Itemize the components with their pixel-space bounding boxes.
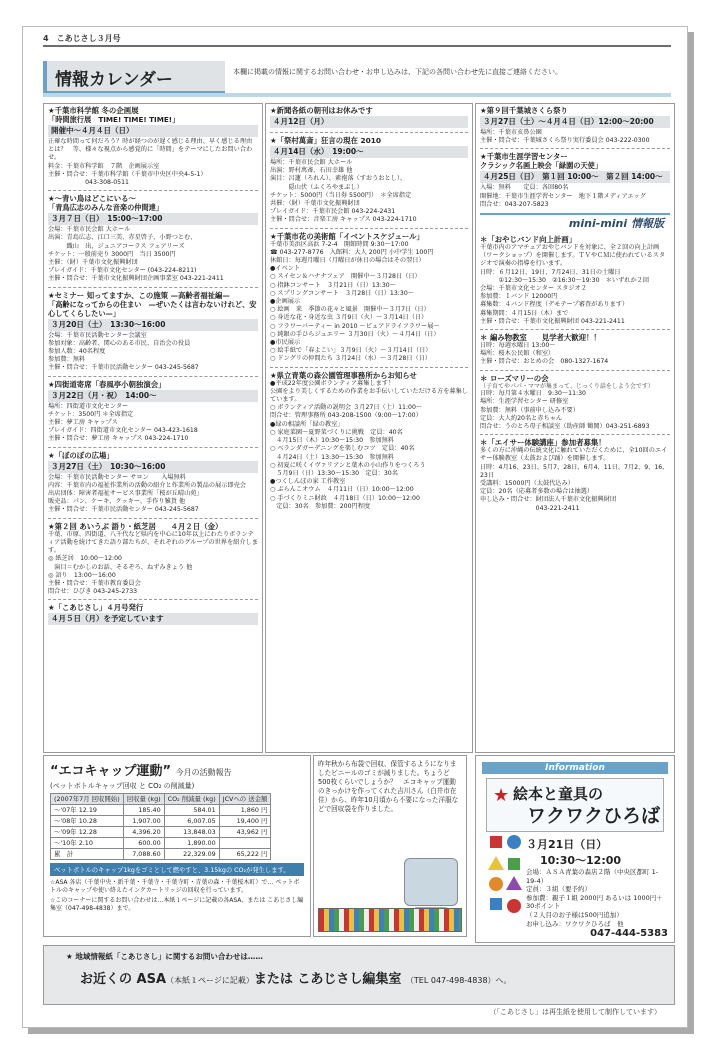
event-separator: [480, 434, 670, 435]
event-title-panel: [486, 778, 664, 832]
event-details: [526, 836, 668, 939]
star-icon: ★: [493, 785, 510, 806]
cap-story-text: 昨年秋から布袋で回収、保管するようになりましたビニールのゴミが減りました。ちょうど500枚くらいでしょうか？ エコキャップ運動のきっかけを作ってくれた吉川さん（白井市在住）から、昨年10月頃から不要になった洋服などで回収袋を作りました。: [318, 760, 459, 813]
event-title: ★～青い鳥はどこにいる～: [48, 194, 136, 204]
event-date: ３月20日（土） 13:30～16:00: [48, 319, 258, 331]
event-body: 入場：無料 定員：各回80名 開催地：千葉市生涯学習センター 地下１階メディアエッグ 問合せ：043-207-5823: [480, 184, 646, 208]
event-date: ４月５日（月）を予定しています: [48, 613, 258, 625]
eco-note-asa: ☆ASA 各店（千葉中央・新千葉・千葉寺・千葉寺町・青葉の森・千葉桜木町）で… ペットボトルのキャップや使い終えたインクカートリッジの回収を行っています。: [50, 879, 300, 894]
event-title-1: 絵本と童具の: [513, 785, 604, 803]
eco-table-cell: 7,088.60: [123, 849, 164, 860]
event-title: ★千葉市生涯学習センター: [480, 152, 568, 162]
event-body: 場所：千葉市亥鼻公園 主催・問合せ：千葉城さくら祭り実行委員会 043-222-0300: [480, 129, 650, 145]
mini-info-title: ＊「エイサー体験講座」参加者募集！: [480, 438, 606, 448]
event-title: ★第９回千葉城さくら祭り: [480, 106, 568, 115]
mini-info-body: 多くの方に沖縄の伝統文化に触れていただくために、全10回のエイサー体験教室（太鼓および踊）を開催します。 日時：4月16、23日、5月7、28日、6月4、11日、7月2、9、16、23日 受講料：15000円（太鼓代込み） 定員：20名（応募者多数の場合は抽選） 申し込み・問合せ：財団法人千葉市文化振興財団 043-221-2411: [480, 447, 669, 512]
event-body: 会場：千葉市民活動センター会議室 参加対象：高齢者、関心のある市民、自治会の役員 参加人数：40名程度 参加費：無料 主催・問合せ：千葉市民活動センター 043-245-5687: [48, 331, 199, 372]
banner-note: 本欄に掲載の情報に関するお問い合わせ・お申し込みは、下記の各問い合わせ先に直接ご連絡ください。: [233, 68, 562, 76]
mini-info-item: [476, 372, 674, 434]
event-body: 会場：千葉市民会館 大ホール 出演：青島広志、江口三美、赤星啓子、小野つとむ、 織山 出、ジュニアコーラス フェアリーズ チケット：一般前売り 3000円 当日 3500円 主催：（財）千葉市文化振興財団 プレイガイド：千葉市文化センター (043-224-8211) 主催・問合せ：千葉市文化振興財団企画事業室 043-221-2411: [48, 226, 224, 283]
event-title: ★「祭村萬斎」狂言の現在 2010: [270, 136, 382, 145]
eco-table-cell: 600.00: [123, 838, 164, 849]
event-separator: [480, 329, 670, 330]
eco-table-cell: 4,396.20: [123, 827, 164, 838]
color-band: [43, 93, 671, 97]
event-title-2: ワクワクひろば: [527, 805, 661, 827]
event-item: [266, 369, 472, 513]
event-title: ★県立青葉の森公園管理事務所からお知らせ: [270, 370, 417, 380]
event-text: 会場：ＡＳＡ青葉の森店２階（中央区都町 1-19-4） 定員：３組（要予約） 参加費：親子１組 2000円 あるいは 1000円＋30ポイント （２人目のお子様は500円追加） お申し込み：ワクワクひろば 他: [526, 868, 663, 928]
collection-cup-image: [404, 858, 458, 906]
information-tag: Information: [482, 762, 668, 774]
calendar-column-1: [43, 103, 263, 753]
event-date: ４月25日（日） 第１回 10:00～ 第２回 14:00～: [480, 171, 670, 183]
eco-column-header: (2007年7月 回収開始): [51, 794, 124, 805]
mini-info-header: [480, 213, 670, 231]
eco-table-cell: 13,848.03: [164, 827, 219, 838]
eco-co2-note: ペットボトルのキャップ1kgをゴミとして燃やすと、3.15kgの CO₂が発生します。: [50, 863, 304, 876]
eco-table-cell: 65,222 円: [219, 849, 271, 860]
event-date: ３月22日（月・祝） 14:00～: [48, 390, 258, 402]
mini-info-body: 日時：毎月第４水曜日 9:30～11:30 場所：生涯学習センター 研修室 参加費：無料（事前申し込み不要） 定員：大人約20名と赤ちゃん 問合せ：うのとろ母子相談室（助産師 鶴岡）043-251-6893: [480, 390, 650, 431]
mini-info-subtitle: （子育てやパパ・ママが集まって、じっくり話をしよう会です）: [480, 382, 654, 390]
page-title: 情報カレンダー: [55, 70, 173, 90]
event-body: 会場：千葉市民活動センター サロン 入場無料 内容：千葉市内の福祉作業所の活動の紹介と作業所の製品の展示即売会 出店団体：障害者福祉サービス事業所「桜が丘晴山苑」 販売品：パン、ケーキ、クッキー、手作り雑貨 他 主催・問合せ：千葉市民活動センター 043-245-5687: [48, 473, 246, 514]
eco-cap-box: [43, 755, 311, 937]
eco-table-cell: 1,860 円: [219, 805, 271, 816]
event-title: ★千葉市花の美術館「イベントスケジュール」: [270, 231, 424, 241]
bottle-caps-image: [318, 908, 462, 932]
mini-info-title: mini-mini 情報版: [568, 217, 664, 231]
event-subtitle: 「高齢になってからの住まい —ぜいたくは言わないけれど、安心してくらしたい—」: [48, 299, 257, 318]
event-subtitle: 「青鳥広志のみんな音楽の仲間達」: [48, 203, 164, 213]
eco-table-cell: 584.01: [164, 805, 219, 816]
page-number: 4 こあじさし３月号: [43, 34, 121, 43]
event-body: 千葉市美浜区高浜 7-2-4 開館時間 9:30～17:00 ☎ 043-277-8776 入館料：大人 200円 小中学生 100円 休館日：毎週月曜日（月曜日が休日の場合はその翌日） ●イベント ○ スイセン＆ハナナフェア 開催中～３月28日（日） ○ 指鉢コンサート ３月21日（日）13:30～ ○ スプリングコンサート ３月28日（日）13:30～ ●企画展示 ○ 絵画 来 季節の花々と風景 開催中～３月7日（日） ○ 身近な花・身近な虫 ３月9日（火）～３月14日（日） ○ フラワーパーティー in 2010 ～ピュアドライフラワー展～ ○ 純銀の手ひらジュエリー ３月30日（火）～４月4日（日） ●市民展示 ○ 絵手紙で「春よこい」３月9日（火）～３月14日（日） ○ ドングリの仲間たち ３月24日（水）～３月28日（日）: [270, 240, 440, 363]
information-box: [475, 755, 675, 943]
eco-table-cell: ～'10年 2.10: [51, 838, 124, 849]
event-date: 開催中～４月４日（日）: [48, 125, 258, 137]
event-date: ３月７日（日） 15:00～17:00: [48, 213, 258, 225]
event-item: [44, 289, 262, 375]
event-date: ４月12日（月）: [270, 116, 468, 128]
event-title: ★千葉市科学館 冬の企画展: [48, 106, 139, 115]
event-time: 10:30～12:00: [540, 854, 622, 867]
event-item: [44, 520, 262, 599]
top-rule: [43, 45, 671, 47]
event-item: [44, 601, 262, 628]
eco-table-cell: ～'08年 10.28: [51, 816, 124, 827]
eco-column-header: JCVへの 送金額: [219, 794, 271, 805]
eco-column-header: CO₂ 削減量 (kg): [164, 794, 219, 805]
event-body: 場所：千葉市民会館 大ホール 出演：野村萬斎、石田幸雄 他 演目：呂蓮（ろれん）、素袍落（すおうおとし）、 隠山伏（ふくろやまぶし） チケット：5000円（当日券 5500円） ＊全席指定 共催：（財）千葉市文化振興財団 プレイガイド：千葉市民会館 043-224-2431 主催・問合せ：音楽工房 キャップス 043-224-1710: [270, 159, 417, 224]
event-tel: 047-444-5383: [590, 928, 668, 940]
event-separator: [48, 447, 258, 448]
event-body: 千葉、市原、四街道、八千代など県内を中心に10年以上にわたりボランティア活動を続けてきた語り部たちが、それぞれのグループの世界を紹介します。 ◎ 紙芝居 10:00～12:00 演目＝むかしのお話、そるぞろ、ねずみきょう 他 ◎ 語り 13:00～16:00 主催・問合せ：千葉市教育委員会 問合せ：ひびき 043-245-2733: [48, 530, 258, 596]
cap-story-box: [313, 755, 467, 937]
mini-info-title: ＊ 編み物教室 見学者大歓迎！！: [480, 333, 601, 343]
mini-info-item: [476, 233, 674, 328]
event-separator: [270, 132, 468, 133]
event-separator: [48, 518, 258, 519]
event-body: 正確な時間って何だろう？時が経つのが遅く感じる理由、早く感じる理由とは？ 等、様々な視点から感覚的に「時間」をテーマにしたお問い合わせ。 料金：千葉市科学館 ７階 企画展示室 主催・問合せ：千葉市科学館（千葉市中央区中央4-5-1） 043-308-0511: [48, 138, 253, 187]
event-separator: [48, 599, 258, 600]
calendar-column-3: [475, 103, 675, 753]
event-title: ★第２回 あいうぶ 語り・紙芝居 ４月２日（金）: [48, 521, 223, 531]
asa-line-1: ★ 地域情報紙「こあじさし」に関するお問い合わせは……: [66, 952, 263, 961]
event-separator: [480, 370, 670, 371]
eco-table-row: [51, 838, 271, 849]
event-title: ★「ぼのぼの広場」: [48, 450, 114, 460]
event-item: [266, 134, 472, 227]
eco-note-contact: ☆このコーナーに関するお問い合わせは…本紙１ページに記載の各ASA、または こあじさし編集室（047-498-4838）まで。: [50, 897, 304, 912]
eco-subtitle: (ペットボトルキャップ回収 と CO₂ の削減量): [50, 782, 195, 790]
eco-table-cell: 43,962 円: [219, 827, 271, 838]
event-item: [266, 104, 472, 131]
eco-table-row: [51, 816, 271, 827]
event-separator: [48, 376, 258, 377]
event-item: [44, 192, 262, 285]
eco-table-cell: ～'07年 12.19: [51, 805, 124, 816]
event-body: ●平成22年度公園ボランティア募集します！ 公園をより美しくするための作業をお手伝いしていただける方を募集しています。 ○ ボランティア活動の説明会 ３月27日（土）11:00～ 問合せ：管理事務所 043-208-1500（9:00～17:00） ●緑の相談所「緑の教室」 ○ 家庭菜園～夏野菜づくりに挑戦 定員：40名 ４月15日（木）10:30～15:30 参加無料 ○ ベランダガーデニングを楽しむコツ 定員：40名 ４月24日（土）13:30～15:30 参加無料 ○ 初夏に咲くイヴァリアンと葉木の小山作りをつくろう ５月9日（日）13:30～15:30 定員：30名 ●つくしんぼの家 工作教室 ○ ぶらんこオウム ４月11日（日）10:00～12:00 ○ 手づくりミニ財政 ４月18日（日）10:00～12:00 定員：30名 参加費：200円程度: [270, 379, 468, 510]
mini-info-body: 千葉市内のアマチュアおやじバンドを対象に、全２回の向上計画（ワークショップ）を開催します。ＴＶやＣＭに使われているスタジオで演奏の指導を行います。 日時：６月12日、19日、7月24日、31日の土曜日 ①12:30～15:30 ②16:30～19:30 ＊いずれか２回 会場：千葉市文化センター スタジオ２ 参加費：１バンド 12000円 募集数：４バンド程度（デモテープ審査があります） 募集期間：４月15日（木）まで 主催・問合せ：千葉市文化振興財団 043-221-2411: [480, 244, 666, 325]
eco-table-cell: ～'09年 12.28: [51, 827, 124, 838]
eco-table-cell: 22,329.09: [164, 849, 219, 860]
event-separator: [48, 287, 258, 288]
event-title: ★「こあじさし」４月号発行: [48, 603, 144, 613]
event-item: [44, 449, 262, 517]
asa-line-2: お近くの ASA（本紙１ページに記載）または こあじさし編集室 （TEL 047-498-4838）へ。: [80, 972, 512, 987]
eco-table-cell: 185.40: [123, 805, 164, 816]
event-item: [44, 378, 262, 446]
asa-contact-box: [43, 945, 675, 1005]
event-subtitle: クラシック名画上映会「緑園の天使」: [480, 161, 603, 171]
eco-column-header: 回収量 (kg): [123, 794, 164, 805]
eco-table-cell: 1,890.00: [164, 838, 219, 849]
event-item: [476, 150, 674, 211]
page-sheet: [22, 26, 688, 1028]
eco-table-row: [51, 827, 271, 838]
eco-table-cell: 1,907.00: [123, 816, 164, 827]
eco-table-row: [51, 849, 271, 860]
event-date: ４月14日（水） 19:00～: [270, 146, 468, 158]
eco-table-cell: 19,400 円: [219, 816, 271, 827]
mini-info-item: [476, 331, 674, 369]
event-title: ★新聞各紙の朝刊はお休みです: [270, 106, 373, 115]
mini-info-item: [476, 436, 674, 515]
event-separator: [270, 228, 468, 229]
event-body: 場所：四街道市文化センター チケット：3500円 ＊全席指定 主催：夢工房 キャップス プレイガイド：四街道市文化センター 043-423-1618 主催・問合せ：夢工房 キャップス 043-224-1710: [48, 402, 198, 443]
event-item: [476, 104, 674, 147]
eco-table-row: [51, 805, 271, 816]
toy-shapes-icon: [486, 832, 524, 924]
eco-table-cell: [219, 838, 271, 849]
mini-info-title: ＊ ローズマリーの会: [480, 373, 549, 383]
event-title: ★セミナー 知ってますか、この施策 —高齢者福祉編—: [48, 290, 230, 300]
mini-info-body: 日時：毎週水曜日 13:00～ 場所：桜木公民館（和室） 主催・問合せ：おとめの会 080-1327-1674: [480, 342, 609, 366]
calendar-banner: [43, 61, 225, 93]
mini-info-title: ＊「おやじバンド向上計画」: [480, 235, 577, 245]
event-date: ３月27日（土）～４月４日（日）12:00～20:00: [480, 116, 670, 128]
event-separator: [480, 148, 670, 149]
recycled-paper-note: （「こあじさし」は再生紙を使用して制作しています）: [489, 1008, 661, 1016]
event-date: ３月27日（土） 10:30～16:00: [48, 461, 258, 473]
eco-table: [50, 793, 271, 860]
event-date: ３月21日（日）: [526, 838, 608, 851]
event-separator: [270, 367, 468, 368]
event-title: ★四街道寄席「春風亭小朝独演会」: [48, 379, 166, 389]
event-separator: [48, 190, 258, 191]
eco-table-cell: 累 計: [51, 849, 124, 860]
event-subtitle: 「時間旅行展 TIME! TIME! TIME!」: [48, 115, 180, 124]
event-item: [44, 104, 262, 189]
eco-table-cell: 6,007.05: [164, 816, 219, 827]
event-item: [266, 230, 472, 366]
calendar-column-2: [265, 103, 473, 753]
eco-title: “エコキャップ運動” 今月の活動報告: [50, 764, 232, 779]
